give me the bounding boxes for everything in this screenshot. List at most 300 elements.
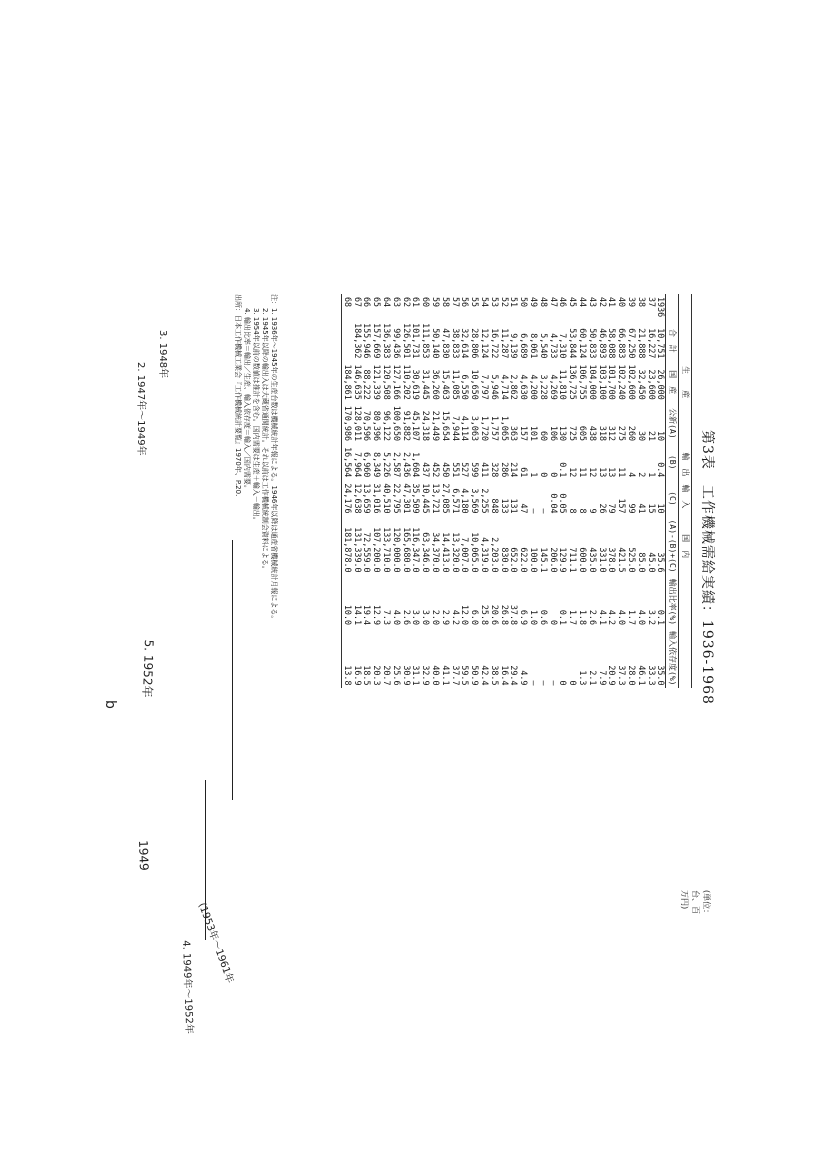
domestic-group: 国 内 bbox=[679, 517, 692, 576]
table-cell: 126,501 bbox=[401, 323, 412, 359]
table-row bbox=[528, 294, 538, 688]
table-row bbox=[548, 294, 558, 688]
table-cell: 9,139 bbox=[509, 333, 520, 359]
table-cell: 2.6 bbox=[587, 609, 598, 626]
table-cell: 1 bbox=[646, 472, 657, 478]
table-cell: 7,007.0 bbox=[460, 537, 471, 573]
table-cell: 107,200.0 bbox=[372, 527, 383, 573]
table-cell: 170,986 bbox=[342, 403, 352, 444]
table-cell: 7,964 bbox=[352, 452, 363, 478]
table-cell: 1,720 bbox=[480, 415, 491, 442]
table-cell: 10,751 bbox=[656, 328, 667, 359]
table-cell: 4,714 bbox=[499, 374, 510, 400]
table-notes bbox=[233, 294, 278, 914]
table-cell: 16.9 bbox=[352, 665, 363, 686]
table-cell: 129.9 bbox=[558, 547, 569, 573]
table-row bbox=[430, 294, 440, 688]
table-cell: 60 bbox=[538, 430, 549, 442]
table-cell: 0.1 bbox=[656, 609, 667, 626]
table-row bbox=[381, 294, 391, 688]
table-cell: 3.0 bbox=[411, 609, 422, 626]
table-cell: 5,540 bbox=[538, 333, 549, 359]
table-cell: 50,140 bbox=[431, 328, 442, 359]
table-cell: 6,689 bbox=[519, 333, 530, 359]
year-cell: 61 bbox=[411, 297, 422, 308]
handwritten-note: 5. 1952年 bbox=[139, 639, 157, 698]
table-cell: 5,946 bbox=[489, 374, 500, 400]
table-cell: 88,222 bbox=[362, 369, 373, 400]
table-cell: 15,463 bbox=[440, 369, 451, 400]
table-row bbox=[538, 294, 548, 688]
table-cell: 38,833 bbox=[450, 328, 461, 359]
table-cell: 4,180 bbox=[460, 488, 471, 514]
table-cell: 67,250 bbox=[627, 328, 638, 359]
column-header: 輸出比率(%) bbox=[666, 576, 679, 628]
table-row bbox=[479, 294, 489, 688]
table-cell: 14.1 bbox=[352, 604, 363, 626]
table-cell: 31.1 bbox=[411, 665, 422, 686]
handwritten-note: 1949 bbox=[136, 840, 152, 872]
table-cell: 21,449 bbox=[431, 410, 442, 442]
table-row bbox=[440, 294, 450, 688]
table-row bbox=[597, 294, 607, 688]
table-cell: 23,600 bbox=[646, 369, 657, 400]
year-cell: 63 bbox=[391, 297, 402, 308]
table-cell: 184,362 bbox=[352, 323, 363, 359]
header-blank bbox=[679, 294, 692, 320]
table-cell: 421.5 bbox=[617, 547, 628, 573]
table-cell: 0 bbox=[548, 619, 559, 626]
table-cell: 40.0 bbox=[431, 665, 442, 686]
table-cell: 32,614 bbox=[460, 328, 471, 359]
table-cell: 33.3 bbox=[646, 665, 657, 686]
table-cell: 28,806 bbox=[470, 328, 481, 359]
table-cell: 13 bbox=[607, 467, 618, 478]
table-cell: 131,339.0 bbox=[352, 527, 363, 573]
table-cell: 24,176 bbox=[342, 480, 352, 516]
year-cell: 65 bbox=[372, 297, 383, 308]
table-cell: 47,301 bbox=[401, 483, 412, 514]
table-cell: 4,733 bbox=[548, 333, 559, 359]
table-cell: 31,445 bbox=[421, 369, 432, 400]
note-line: 注：1. 1936年～1945年の生産台数は機械統計年報による。1946年以降は通産省機械統計月報による。 bbox=[270, 294, 278, 623]
table-cell: 830.0 bbox=[499, 547, 510, 573]
table-cell: 30.9 bbox=[401, 665, 412, 686]
table-cell: 120,508 bbox=[382, 364, 393, 400]
table-cell: 11,810 bbox=[558, 369, 569, 400]
table-cell: 4,114 bbox=[460, 415, 471, 442]
note-line: 出所：日本工作機械工業会『工作機械統計要覧』1970年、P.20. bbox=[234, 294, 242, 497]
table-cell: 85.0 bbox=[636, 552, 647, 573]
year-cell: 59 bbox=[431, 297, 442, 308]
table-cell: 127,166 bbox=[391, 364, 402, 400]
table-cell: 30,619 bbox=[411, 369, 422, 400]
table-cell: 10.0 bbox=[342, 576, 352, 628]
handwritten-note: 2. 1947年～1949年 bbox=[135, 362, 146, 456]
table-cell: 59.5 bbox=[460, 665, 471, 686]
table-cell: 60,124 bbox=[578, 328, 589, 359]
year-cell: 50 bbox=[519, 297, 530, 308]
table-cell: 50,833 bbox=[587, 328, 598, 359]
table-row bbox=[577, 294, 587, 688]
table-cell: 312 bbox=[607, 425, 618, 442]
year-cell: 45 bbox=[568, 297, 579, 308]
table-cell: 13,659 bbox=[362, 483, 373, 514]
table-cell: 2,862 bbox=[509, 374, 520, 400]
table-cell: 363 bbox=[509, 425, 520, 442]
table-cell: 121,339 bbox=[372, 364, 383, 400]
table-cell: 79 bbox=[607, 503, 618, 514]
table-cell: 12,638 bbox=[352, 483, 363, 514]
table-row bbox=[362, 294, 372, 688]
table-cell: 16,722 bbox=[489, 328, 500, 359]
year-cell: 64 bbox=[382, 297, 393, 308]
table-cell: 1.3 bbox=[578, 670, 589, 686]
table-cell: 525.0 bbox=[627, 547, 638, 573]
ink-stroke bbox=[205, 780, 206, 940]
table-cell: 157 bbox=[519, 425, 530, 442]
ratio-group bbox=[679, 576, 692, 689]
table-cell: 35,509 bbox=[411, 483, 422, 514]
year-cell: 38 bbox=[636, 297, 647, 308]
table-cell: 11,287 bbox=[499, 328, 510, 359]
table-cell: 260 bbox=[627, 425, 638, 442]
table-cell: 50.9 bbox=[470, 665, 481, 686]
table-cell: 4.9 bbox=[519, 670, 530, 686]
table-cell: 45.0 bbox=[646, 552, 657, 573]
table-cell: 66,883 bbox=[617, 328, 628, 359]
table-row bbox=[646, 294, 656, 688]
table-cell: 36,260 bbox=[431, 369, 442, 400]
table-cell: 20.9 bbox=[607, 665, 618, 686]
table-cell: 3,569 bbox=[470, 488, 481, 514]
table-cell: 41.1 bbox=[440, 665, 451, 686]
table-cell: 0.6 bbox=[538, 609, 549, 626]
year-cell: 41 bbox=[607, 297, 618, 308]
year-cell: 42 bbox=[597, 297, 608, 308]
table-cell bbox=[342, 320, 352, 361]
table-cell: 1.8 bbox=[578, 609, 589, 626]
table-cell: 181,878.0 bbox=[342, 517, 352, 576]
table-cell: 133,710.0 bbox=[382, 527, 393, 573]
table-cell: 99,436 bbox=[391, 328, 402, 359]
table-cell: — bbox=[529, 680, 540, 686]
table-cell: 61 bbox=[519, 467, 530, 478]
table-row bbox=[499, 294, 509, 688]
table-cell: 4.2 bbox=[450, 609, 461, 626]
table-row bbox=[420, 294, 430, 688]
table-cell: 9 bbox=[587, 508, 598, 514]
table-cell: 26,000 bbox=[656, 369, 667, 400]
table-cell: 725 bbox=[568, 425, 579, 442]
table-cell: 46,893 bbox=[597, 328, 608, 359]
export-import-group: 輸 出 輸 入 bbox=[679, 444, 692, 517]
table-row bbox=[401, 294, 411, 688]
column-header: (B) bbox=[666, 444, 679, 480]
table-cell: 40,510 bbox=[382, 483, 393, 514]
table-cell: 622.0 bbox=[519, 547, 530, 573]
table-cell: 37.8 bbox=[509, 604, 520, 626]
table-cell: 1.7 bbox=[627, 609, 638, 626]
table-cell: 3,063 bbox=[470, 415, 481, 442]
table-cell: 599 bbox=[470, 462, 481, 478]
table-cell: 2.0 bbox=[431, 609, 442, 626]
year-cell: 54 bbox=[480, 297, 491, 308]
table-cell: 70,596 bbox=[362, 410, 373, 442]
table-cell: 41 bbox=[636, 503, 647, 514]
table-cell: 25.8 bbox=[480, 604, 491, 626]
table-cell: 3.2 bbox=[646, 609, 657, 626]
table-cell: 527 bbox=[460, 462, 471, 478]
table-cell: 47 bbox=[519, 503, 530, 514]
column-header: 公新(A) bbox=[666, 403, 679, 444]
table-row bbox=[509, 294, 519, 688]
table-cell: 30 bbox=[636, 430, 647, 442]
table-cell: 7.9 bbox=[597, 670, 608, 686]
table-row bbox=[372, 294, 382, 688]
group-header-row bbox=[679, 294, 692, 688]
table-cell: 2 bbox=[636, 472, 647, 478]
year-cell: 43 bbox=[587, 297, 598, 308]
table-cell: 42.4 bbox=[480, 665, 491, 686]
year-cell: 46 bbox=[558, 297, 569, 308]
table-cell: 214 bbox=[509, 462, 520, 478]
table-cell: 145.1 bbox=[538, 547, 549, 573]
year-cell: 47 bbox=[548, 297, 559, 308]
table-row bbox=[391, 294, 401, 688]
table-cell: 331.0 bbox=[597, 547, 608, 573]
note-line: 4. 輸出比率＝輸出／生産、輸入依存度＝輸入／国内需要。 bbox=[243, 294, 251, 492]
table-row bbox=[489, 294, 499, 688]
table-cell: 1.7 bbox=[568, 609, 579, 626]
table-cell: 16,227 bbox=[646, 328, 657, 359]
table-cell: 106 bbox=[548, 425, 559, 442]
table-cell: 10,650 bbox=[470, 369, 481, 400]
table-cell: 146,635 bbox=[352, 364, 363, 400]
table-row bbox=[342, 294, 352, 688]
table-cell: 3.0 bbox=[421, 609, 432, 626]
column-header bbox=[666, 294, 679, 320]
table-cell: 1,757 bbox=[489, 415, 500, 442]
table-cell: 0.1 bbox=[558, 609, 569, 626]
table-cell: 6,571 bbox=[450, 488, 461, 514]
table-cell: 13,320.0 bbox=[450, 532, 461, 573]
table-cell: 20.7 bbox=[382, 665, 393, 686]
table-cell: 2,436 bbox=[401, 452, 412, 478]
table-cell: 7,944 bbox=[450, 415, 461, 442]
table-cell: — bbox=[529, 508, 540, 514]
table-cell: 4,269 bbox=[548, 374, 559, 400]
table-row bbox=[518, 294, 528, 688]
table-cell: 35.0 bbox=[656, 665, 667, 686]
table-cell: 7.3 bbox=[382, 609, 393, 626]
table-cell: 12 bbox=[587, 467, 598, 478]
table-cell: 6,960 bbox=[362, 452, 373, 478]
table-cell: 91,882 bbox=[401, 410, 412, 442]
year-cell: 67 bbox=[352, 297, 363, 308]
rotated-table-block bbox=[220, 290, 720, 920]
table-cell: 15,654 bbox=[440, 410, 451, 442]
table-cell: 110,202 bbox=[401, 364, 412, 400]
table-row bbox=[469, 294, 479, 688]
year-cell: 58 bbox=[440, 297, 451, 308]
table-cell: 1 bbox=[529, 472, 540, 478]
table-cell: 0 bbox=[538, 472, 549, 478]
table-cell: 10 bbox=[656, 503, 667, 514]
table-cell: 4,319.0 bbox=[480, 537, 491, 573]
column-header: 合 計 bbox=[666, 320, 679, 361]
table-cell: 101,731 bbox=[411, 323, 422, 359]
table-row bbox=[607, 294, 617, 688]
table-cell: 6.0 bbox=[470, 609, 481, 626]
table-cell: 411 bbox=[480, 462, 491, 478]
table-cell: 99 bbox=[627, 503, 638, 514]
table-cell: 131 bbox=[509, 498, 520, 514]
table-cell: 10 bbox=[656, 430, 667, 442]
table-row bbox=[567, 294, 577, 688]
handwritten-note: 4. 1949年～1952年 bbox=[180, 940, 195, 1035]
table-cell: 7,310 bbox=[558, 333, 569, 359]
table-cell: 5,226 bbox=[382, 452, 393, 478]
table-cell: 7,797 bbox=[480, 374, 491, 400]
table-cell: 2,255 bbox=[480, 488, 491, 514]
year-cell: 56 bbox=[460, 297, 471, 308]
table-cell: — bbox=[548, 680, 559, 686]
table-cell: 206.0 bbox=[548, 547, 559, 573]
table-cell: 2,203.0 bbox=[489, 537, 500, 573]
year-cell: 60 bbox=[421, 297, 432, 308]
table-row bbox=[626, 294, 636, 688]
table-cell: 0 bbox=[548, 472, 559, 478]
table-cell: 1.0 bbox=[529, 609, 540, 626]
table-cell: 4.1 bbox=[597, 609, 608, 626]
table-row bbox=[352, 294, 362, 688]
table-cell: 2.1 bbox=[587, 670, 598, 686]
table-cell: 4 bbox=[627, 472, 638, 478]
table-cell: 29.4 bbox=[509, 665, 520, 686]
table-cell: 53,844 bbox=[568, 328, 579, 359]
table-cell: 72,559.0 bbox=[362, 532, 373, 573]
column-header: 国 産 bbox=[666, 361, 679, 402]
table-cell: 63,346.0 bbox=[421, 532, 432, 573]
table-cell: 165,680.0 bbox=[401, 527, 412, 573]
table-cell: 0.4 bbox=[656, 462, 667, 478]
table-cell: 31,016 bbox=[372, 483, 383, 514]
table-cell: 136,383 bbox=[382, 323, 393, 359]
table-cell: 157 bbox=[617, 498, 628, 514]
table-cell: 32.9 bbox=[421, 665, 432, 686]
table-cell: 157,669 bbox=[372, 323, 383, 359]
table-cell: 286 bbox=[499, 462, 510, 478]
table-cell: 8,349 bbox=[372, 452, 383, 478]
table-cell: 3,228 bbox=[538, 374, 549, 400]
table-cell: 13.8 bbox=[342, 628, 352, 688]
table-cell: 4,200 bbox=[529, 374, 540, 400]
table-cell: 24,318 bbox=[421, 410, 432, 442]
table-title: 第3表 工作機械需給実績：1936-1968 bbox=[699, 430, 715, 705]
table-cell: 80,396 bbox=[372, 410, 383, 442]
table-cell: 605 bbox=[578, 425, 589, 442]
table-cell: 20.3 bbox=[372, 665, 383, 686]
table-cell: 101 bbox=[529, 425, 540, 442]
table-cell: 13,721 bbox=[431, 483, 442, 514]
table-row bbox=[558, 294, 568, 688]
table-cell: 11 bbox=[617, 467, 628, 478]
table-cell: 184,861 bbox=[342, 361, 352, 402]
table-cell: 6.9 bbox=[519, 609, 530, 626]
production-group: 生 産 bbox=[679, 320, 692, 444]
table-cell: 128,011 bbox=[352, 405, 363, 442]
handwritten-note: b bbox=[102, 700, 118, 709]
table-cell: 46.1 bbox=[636, 665, 647, 686]
table-row bbox=[460, 294, 470, 688]
year-cell: 52 bbox=[499, 297, 510, 308]
table-cell: 8 bbox=[568, 508, 579, 514]
table-cell: 711.1 bbox=[568, 547, 579, 573]
table-cell: 116,347.0 bbox=[411, 527, 422, 573]
table-cell: 1,065 bbox=[499, 415, 510, 442]
note-line: 2. 1945年以降の輸出入は大蔵省通関統計。それ以前は工作機械統制会資料による。 bbox=[261, 294, 269, 573]
table-cell: 58,088 bbox=[607, 328, 618, 359]
table-cell: 600.0 bbox=[578, 547, 589, 573]
table-cell: 12,124 bbox=[480, 328, 491, 359]
table-cell: 35.6 bbox=[656, 552, 667, 573]
table-row bbox=[616, 294, 626, 688]
table-cell: 378.0 bbox=[607, 547, 618, 573]
table-cell: 10,445 bbox=[421, 483, 432, 514]
ink-stroke bbox=[232, 540, 233, 800]
table-cell: 27,085 bbox=[440, 483, 451, 514]
table-body bbox=[342, 294, 666, 688]
table-cell: 21,888 bbox=[636, 328, 647, 359]
table-cell: 47,830 bbox=[440, 328, 451, 359]
table-cell: 6,550 bbox=[460, 374, 471, 400]
year-cell: 1936 bbox=[656, 297, 667, 318]
table-cell: 438 bbox=[587, 425, 598, 442]
year-cell: 39 bbox=[627, 297, 638, 308]
table-cell: 96,122 bbox=[382, 410, 393, 442]
table-cell: 1,604 bbox=[411, 452, 422, 478]
table-cell: 100,650 bbox=[391, 405, 402, 442]
table-cell: 318 bbox=[597, 425, 608, 442]
table-row bbox=[450, 294, 460, 688]
table-cell: 38.5 bbox=[489, 665, 500, 686]
table-cell: 11,085 bbox=[450, 369, 461, 400]
table-cell: 14,413.0 bbox=[440, 532, 451, 573]
table-cell: 16.4 bbox=[499, 665, 510, 686]
table-cell: 652.0 bbox=[509, 547, 520, 573]
table-cell: 8 bbox=[578, 508, 589, 514]
year-cell: 66 bbox=[362, 297, 373, 308]
table-cell: 101,700 bbox=[607, 364, 618, 400]
table-cell: — bbox=[538, 508, 549, 514]
table-cell: 4.0 bbox=[391, 609, 402, 626]
table-cell: 275 bbox=[617, 425, 628, 442]
table-cell: 12.0 bbox=[460, 604, 471, 626]
table-cell: 26.8 bbox=[499, 604, 510, 626]
table-cell: 103,100 bbox=[597, 364, 608, 400]
table-cell: 12.9 bbox=[372, 604, 383, 626]
table-cell: 28.0 bbox=[627, 665, 638, 686]
table-cell: 104,000 bbox=[587, 364, 598, 400]
table-cell: 4.0 bbox=[617, 609, 628, 626]
table-cell: 120,000.0 bbox=[391, 527, 402, 573]
table-cell: 45,107 bbox=[411, 410, 422, 442]
table-cell: 130 bbox=[558, 425, 569, 442]
table-cell: 22,795 bbox=[391, 483, 402, 514]
table-cell: 26 bbox=[597, 503, 608, 514]
year-cell: 49 bbox=[529, 297, 540, 308]
